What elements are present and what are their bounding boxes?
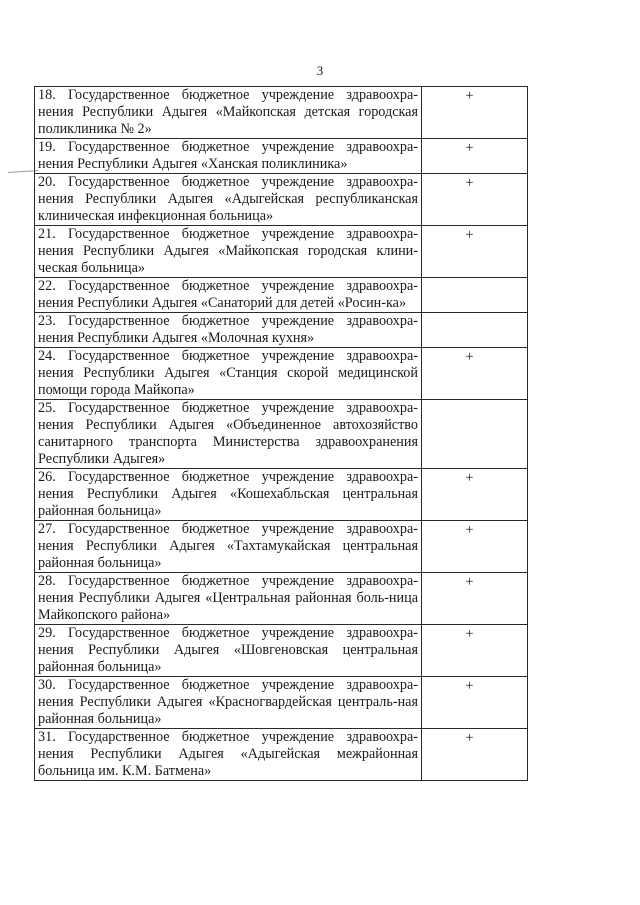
table-row [35, 677, 528, 729]
plus-mark: + [465, 678, 474, 694]
table-row [35, 226, 528, 278]
mark-cell [422, 729, 528, 781]
table-row [35, 729, 528, 781]
institution-name-cell: 25. Государственное бюджетное учреждение здравоохра-нения Республики Адыгея «Объединенное автохозяйство санитарного транспорта Министерства здравоохранения Республики Адыгея» [35, 400, 422, 469]
mark-cell [422, 348, 528, 400]
plus-mark: + [465, 175, 474, 191]
institution-name-cell: 21. Государственное бюджетное учреждение здравоохра-нения Республики Адыгея «Майкопская городская клини-ческая больница» [35, 226, 422, 278]
institution-name-cell: 31. Государственное бюджетное учреждение здравоохра-нения Республики Адыгея «Адыгейская межрайонная больница им. К.М. Батмена» [35, 729, 422, 781]
institutions-table [34, 86, 528, 781]
institution-name-cell: 24. Государственное бюджетное учреждение здравоохра-нения Республики Адыгея «Станция скорой медицинской помощи города Майкопа» [35, 348, 422, 400]
institution-name-cell: 22. Государственное бюджетное учреждение здравоохра-нения Республики Адыгея «Санаторий для детей «Росин-ка» [35, 278, 422, 313]
table-row [35, 400, 528, 469]
institution-name-cell: 29. Государственное бюджетное учреждение здравоохра-нения Республики Адыгея «Шовгеновская центральная районная больница» [35, 625, 422, 677]
mark-cell [422, 87, 528, 139]
table-row [35, 625, 528, 677]
mark-cell [422, 400, 528, 469]
mark-cell [422, 226, 528, 278]
table-row [35, 469, 528, 521]
mark-cell [422, 469, 528, 521]
institution-name-cell: 26. Государственное бюджетное учреждение здравоохра-нения Республики Адыгея «Кошехабльская центральная районная больница» [35, 469, 422, 521]
institution-name-cell: 19. Государственное бюджетное учреждение здравоохра-нения Республики Адыгея «Ханская поликлиника» [35, 139, 422, 174]
mark-cell [422, 313, 528, 348]
mark-cell [422, 573, 528, 625]
mark-cell [422, 278, 528, 313]
mark-cell [422, 677, 528, 729]
plus-mark: + [465, 470, 474, 486]
table-row [35, 139, 528, 174]
table-row [35, 174, 528, 226]
institution-name-cell: 27. Государственное бюджетное учреждение здравоохра-нения Республики Адыгея «Тахтамукайская центральная районная больница» [35, 521, 422, 573]
institution-name-cell: 30. Государственное бюджетное учреждение здравоохра-нения Республики Адыгея «Красногвардейская централь-ная районная больница» [35, 677, 422, 729]
plus-mark: + [465, 574, 474, 590]
mark-cell [422, 625, 528, 677]
institution-name-cell: 20. Государственное бюджетное учреждение здравоохра-нения Республики Адыгея «Адыгейская республиканская клиническая инфекционная больница» [35, 174, 422, 226]
plus-mark: + [465, 227, 474, 243]
mark-cell [422, 174, 528, 226]
table-row [35, 348, 528, 400]
institution-name-cell: 23. Государственное бюджетное учреждение здравоохра-нения Республики Адыгея «Молочная кухня» [35, 313, 422, 348]
institution-name-cell: 18. Государственное бюджетное учреждение здравоохра-нения Республики Адыгея «Майкопская детская городская поликлиника № 2» [35, 87, 422, 139]
mark-cell [422, 521, 528, 573]
table-row [35, 87, 528, 139]
plus-mark: + [465, 88, 474, 104]
plus-mark: + [465, 730, 474, 746]
plus-mark: + [465, 522, 474, 538]
plus-mark: + [465, 349, 474, 365]
mark-cell [422, 139, 528, 174]
plus-mark: + [465, 140, 474, 156]
table-row [35, 521, 528, 573]
plus-mark: + [465, 626, 474, 642]
table-row [35, 313, 528, 348]
table-row [35, 573, 528, 625]
institution-name-cell: 28. Государственное бюджетное учреждение здравоохра-нения Республики Адыгея «Центральная районная боль-ница Майкопского района» [35, 573, 422, 625]
table-row [35, 278, 528, 313]
page-number: 3 [316, 63, 324, 78]
